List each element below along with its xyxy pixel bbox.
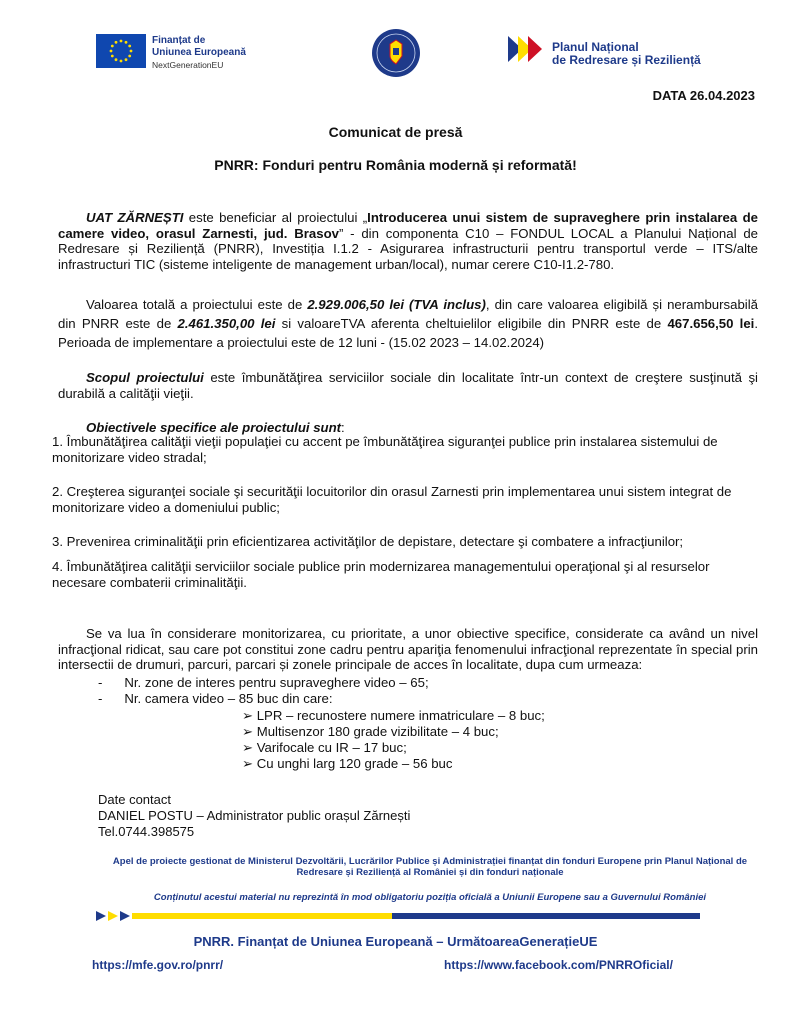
footer-tagline: PNRR. Finanțat de Uniunea Europeană – UrmătoareaGenerațieUE [193, 934, 598, 949]
eu-flag-icon [96, 34, 146, 68]
intro-text-2: ” - din componenta C10 – FONDUL LOCAL a Planului Național de Redresare și Reziliență (PNRR), Investiția I.1.2 - Asigurarea infrastructurii pentru transportul verde – ITS/alte infrastructuri TIC (sisteme inteligente de management urban/local), numar cerere C10-I1.2-780. [58, 225, 758, 272]
arrow-list-item: ➢ LPR – recunostere numere inmatriculare – 8 buc; [242, 708, 545, 723]
arrow-list-item: ➢ Varifocale cu IR – 17 buc; [242, 740, 407, 755]
value-text-3: si valoareTVA aferenta cheltuielilor eligibile din PNRR este de [275, 316, 668, 331]
footer-call-text: Apel de proiecte gestionat de Ministerul Dezvoltării, Lucrărilor Publice și Administrației finanțat din fonduri Europene prin Planul Național de Redresare și Reziliență al României și din fonduri naționale [112, 856, 748, 878]
eu-logo-line1: Finanțat de [152, 35, 206, 46]
monitoring-paragraph: Se va lua în considerare monitorizarea, cu prioritate, a unor obiective specifice, considerate ca având un nivel infracţional ridicat, sau care pot constitui zone cadru pentru apariţia fenomenului infracţional reprezentate în special prin intersectii de drumuri, parcuri, parcari și zonele principale de acces în localitate, dupa cum urmeaza: [58, 626, 758, 672]
objectives-label: Obiectivele specifice ale proiectului sunt [86, 420, 342, 435]
eu-logo-line2: Uniunea Europeană [152, 47, 246, 58]
scope-text: este îmbunătăţirea serviciilor sociale din localitate într-un context de creştere susţinută şi durabilă a calităţii vieţii. [58, 370, 758, 401]
page-title: Comunicat de presă [328, 124, 463, 140]
eligible-value: 2.461.350,00 lei [177, 316, 276, 331]
eu-funding-logo [96, 34, 256, 72]
total-value: 2.929.006,50 lei (TVA inclus) [307, 297, 486, 312]
contact-label: Date contact [98, 792, 171, 807]
eu-logo-line3: NextGenerationEU [152, 60, 224, 70]
beneficiary-name: UAT ZĂRNEȘTI [86, 210, 184, 225]
arrow-list-item: ➢ Cu unghi larg 120 grade – 56 buc [242, 756, 453, 771]
intro-text-1: este beneficiar al proiectului „ [183, 210, 368, 225]
footer-color-bar [96, 908, 700, 918]
pnrr-logo-line1: Planul Național [552, 40, 639, 54]
objective-item: 1. Îmbunătăţirea calităţii vieţii populaţiei cu accent pe îmbunătăţirea siguranţei publice prin instalarea sistemului de monitorizare video stradal; [52, 434, 718, 465]
arrow-list-item: ➢ Multisenzor 180 grade vizibilitate – 4 buc; [242, 724, 499, 739]
contact-phone: Tel.0744.398575 [98, 824, 195, 839]
guvernul-romaniei-seal-icon [371, 28, 421, 78]
eu-logo-text [152, 35, 246, 71]
value-text-1: Valoarea totală a proiectului este de [86, 297, 308, 312]
value-text-2: , din care valoarea eligibilă și nerambursabilă din PNRR este de [58, 297, 758, 331]
value-paragraph [58, 295, 758, 352]
scope-paragraph [58, 370, 758, 401]
pnrr-facebook-link[interactable]: https://www.facebook.com/PNRROficial/ [444, 958, 673, 972]
pnrr-logo [508, 36, 708, 72]
pnrr-website-link[interactable]: https://mfe.gov.ro/pnrr/ [92, 958, 224, 972]
objective-item: 4. Îmbunătăţirea calităţii serviciilor sociale publice prin modernizarea managementului operaţional şi al resurselor necesare combaterii criminalităţii. [52, 559, 710, 590]
value-text-4: . Perioada de implementare a proiectului este de 12 luni - (15.02 2023 – 14.02.2024) [58, 316, 759, 350]
pnrr-arrow-icon [508, 36, 552, 62]
pnrr-logo-line2: de Redresare și Reziliență [552, 53, 701, 67]
page-subtitle: PNRR: Fonduri pentru România modernă și reformată! [214, 157, 577, 173]
objective-item: 2. Creşterea siguranţei sociale şi securităţii locuitorilor din orasul Zarnesti prin implementarea unui sistem integrat de monitorizare video a domeniului public; [52, 484, 732, 515]
project-name: Introducerea unui sistem de supraveghere prin instalarea de camere video, orasul Zarnesti, jud. Brasov [58, 210, 758, 241]
dash-list-item: - Nr. zone de interes pentru supraveghere video – 65; [98, 675, 429, 690]
objective-item: 3. Prevenirea criminalităţii prin eficientizarea activităţilor de depistare, detectare şi combatere a infracţiunilor; [52, 534, 684, 549]
contact-person: DANIEL POSTU – Administrator public orașul Zărnești [98, 808, 411, 823]
intro-paragraph [58, 210, 758, 272]
footer-disclaimer: Conținutul acestui material nu reprezintă în mod obligatoriu poziția oficială a Uniunii Europene sau a Guvernului României [153, 892, 707, 903]
scope-label: Scopul proiectului [86, 370, 204, 385]
objectives-colon: : [341, 420, 345, 435]
vat-value: 467.656,50 lei [667, 316, 755, 331]
pnrr-logo-text [552, 41, 701, 67]
document-date: DATA 26.04.2023 [652, 88, 755, 103]
dash-list-item: - Nr. camera video – 85 buc din care: [98, 691, 333, 706]
